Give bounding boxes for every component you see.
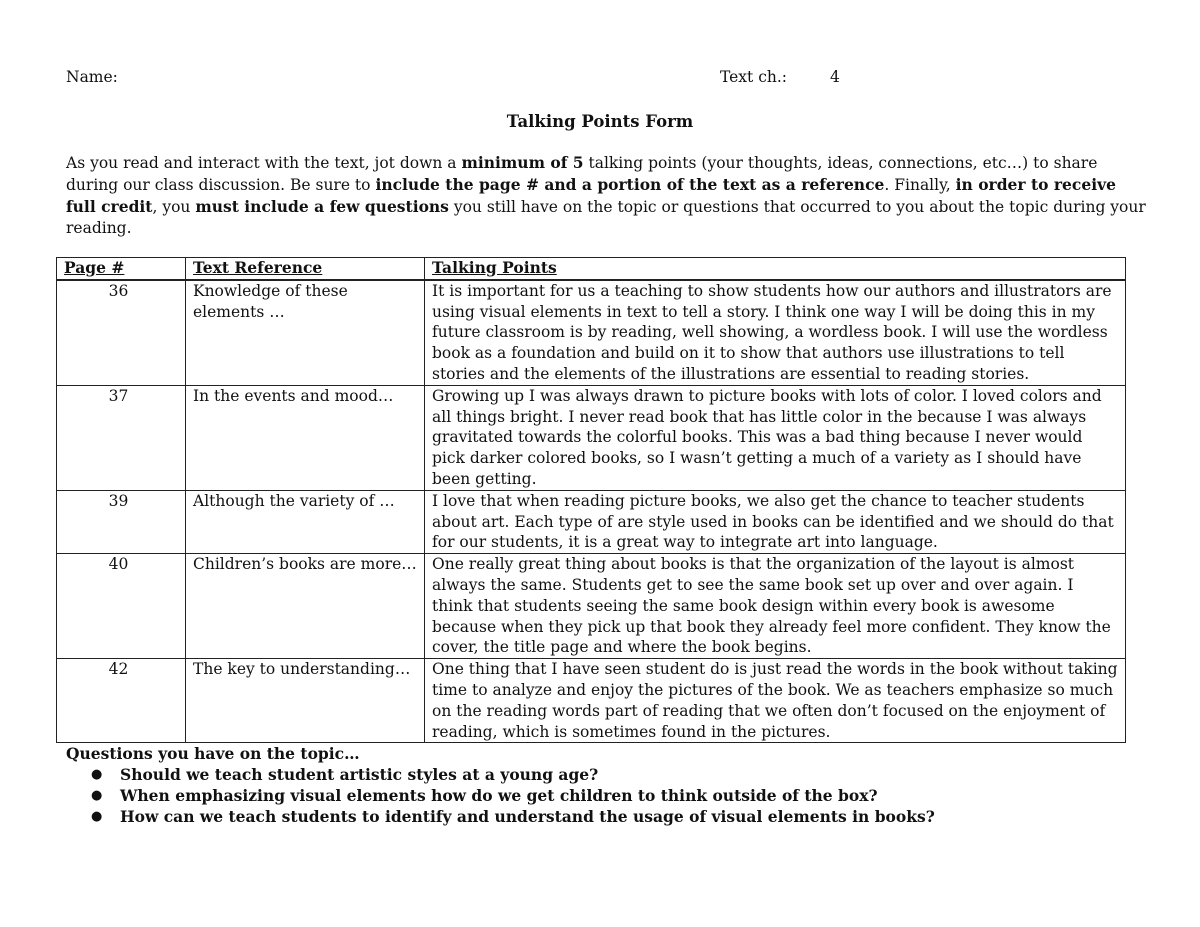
- talking-point-cell: One really great thing about books is that the organization of the layout is almost always the same. Students get to see the same book set up over and over again. I think that students seeing the same book design within every book is awesome because when they pick up that book they already feel more confident. They know the cover, the title page and where the book begins.: [425, 554, 1126, 659]
- questions-heading: Questions you have on the topic…: [66, 744, 360, 763]
- bullet-icon: ●: [91, 788, 103, 803]
- page-number-cell: 39: [57, 490, 186, 553]
- question-text: How can we teach students to identify and understand the usage of visual elements in books?: [120, 807, 935, 826]
- table-row: [57, 659, 1126, 743]
- form-title: Talking Points Form: [506, 112, 694, 131]
- table-header-row: [57, 258, 1126, 280]
- talking-point-cell: One thing that I have seen student do is just read the words in the book without taking time to analyze and enjoy the pictures of the book. We as teachers emphasize so much on the reading words part of reading that we often don’t focused on the enjoyment of reading, which is sometimes found in the pictures.: [425, 659, 1126, 743]
- questions-section: [66, 743, 1146, 827]
- page-number-cell: 36: [57, 280, 186, 385]
- text-chapter-label: Text ch.:: [720, 68, 788, 86]
- text-reference-cell: Knowledge of these elements …: [186, 280, 425, 385]
- bullet-icon: ●: [91, 767, 103, 782]
- table-row: [57, 554, 1126, 659]
- list-item: [66, 764, 1146, 785]
- talking-point-cell: It is important for us a teaching to show students how our authors and illustrators are using visual elements in text to tell a story. I think one way I will be doing this in my future classroom is by reading, well showing, a wordless book. I will use the wordless book as a foundation and build on it to show that authors use illustrations to tell stories and the elements of the illustrations are essential to reading stories.: [425, 280, 1126, 385]
- bullet-icon: ●: [91, 809, 103, 824]
- instructions-text-5: you still have on the topic or questions that occurred to you about the topic during your reading.: [66, 198, 1146, 237]
- text-chapter-value: 4: [830, 68, 840, 86]
- name-label: Name:: [66, 68, 118, 86]
- page-number-cell: 37: [57, 385, 186, 490]
- instructions-paragraph: [66, 152, 1146, 239]
- page-number-cell: 42: [57, 659, 186, 743]
- instructions-text-1: As you read and interact with the text, jot down a: [66, 154, 462, 172]
- table-row: [57, 385, 1126, 490]
- header-talking-points: Talking Points: [425, 258, 1126, 280]
- instructions-bold-2: include the page # and a portion of the text as a reference: [375, 175, 885, 194]
- page-number-cell: 40: [57, 554, 186, 659]
- question-text: Should we teach student artistic styles at a young age?: [120, 765, 599, 784]
- instructions-bold-4: must include a few questions: [195, 197, 449, 216]
- question-text: When emphasizing visual elements how do we get children to think outside of the box?: [120, 786, 878, 805]
- instructions-bold-1: minimum of 5: [461, 153, 584, 172]
- instructions-text-2: talking points (your thoughts, ideas, connections, etc…) to share during our class discussion. Be sure to: [66, 154, 1098, 194]
- text-reference-cell: Although the variety of …: [186, 490, 425, 553]
- list-item: [66, 785, 1146, 806]
- header-page-number: Page #: [57, 258, 186, 280]
- table-row: [57, 280, 1126, 385]
- talking-points-table: [56, 257, 1126, 743]
- questions-list: [66, 764, 1146, 827]
- list-item: [66, 806, 1146, 827]
- instructions-text-3: . Finally,: [884, 176, 956, 194]
- header-text-reference: Text Reference: [186, 258, 425, 280]
- text-reference-cell: The key to understanding…: [186, 659, 425, 743]
- header-line: [66, 67, 866, 88]
- text-reference-cell: Children’s books are more…: [186, 554, 425, 659]
- talking-point-cell: Growing up I was always drawn to picture books with lots of color. I loved colors and all things bright. I never read book that has little color in the because I was always gravitated towards the colorful books. This was a bad thing because I never would pick darker colored books, so I wasn’t getting a much of a variety as I should have been getting.: [425, 385, 1126, 490]
- table-row: [57, 490, 1126, 553]
- text-reference-cell: In the events and mood…: [186, 385, 425, 490]
- instructions-bold-3: in order to receive full credit: [66, 175, 1116, 216]
- instructions-text-4: , you: [152, 198, 196, 216]
- talking-point-cell: I love that when reading picture books, we also get the chance to teacher students about art. Each type of are style used in books can be identified and we should do that for our students, it is a great way to integrate art into language.: [425, 490, 1126, 553]
